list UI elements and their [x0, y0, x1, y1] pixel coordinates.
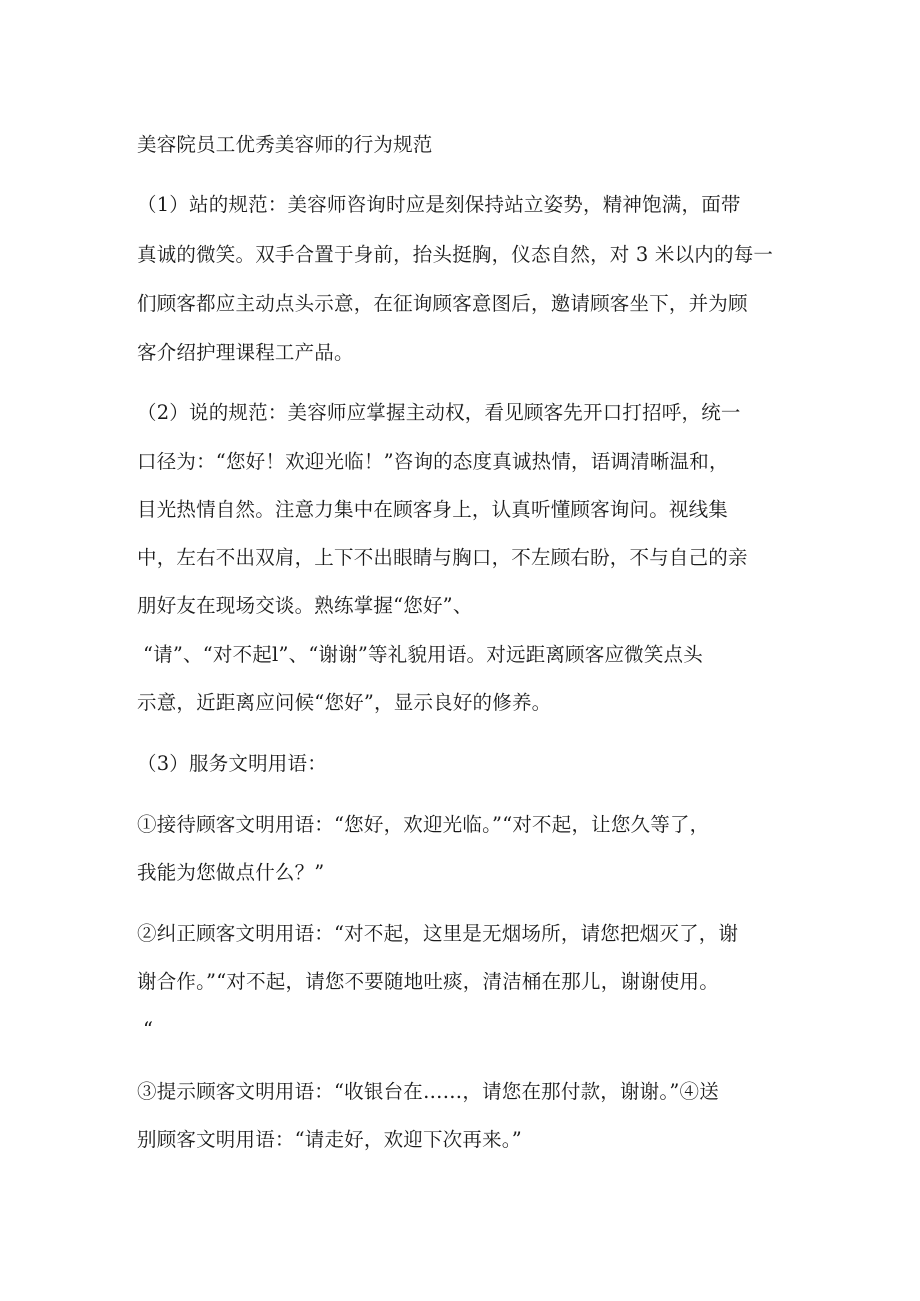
paragraph-line: 别顾客文明用语：“请走好，欢迎下次再来。”	[137, 1128, 522, 1151]
paragraph-line: 中，左右不出双肩，上下不出眼睛与胸口，不左顾右盼，不与自己的亲	[137, 546, 748, 569]
paragraph-line: 客介绍护理课程工产品。	[137, 341, 354, 364]
paragraph-line: 谢合作。”“对不起，请您不要随地吐痰，清洁桶在那儿，谢谢使用。	[137, 970, 719, 993]
paragraph-line: 目光热情自然。注意力集中在顾客身上，认真听懂顾客询问。视线集	[137, 498, 729, 521]
paragraph-line: ②纠正顾客文明用语：“对不起，这里是无烟场所，请您把烟灭了，谢	[137, 922, 739, 945]
paragraph-line: ①接待顾客文明用语：“您好，欢迎光临。”“对不起，让您久等了，	[137, 813, 710, 836]
paragraph-line: “	[143, 1018, 154, 1041]
paragraph-line: 真诚的微笑。双手合置于身前，抬头挺胸，仪态自然，对 3 米以内的每一	[137, 243, 774, 266]
paragraph-line: ③提示顾客文明用语：“收银台在……，请您在那付款，谢谢。”④送	[137, 1080, 719, 1103]
paragraph-line: 我能为您做点什么？”	[137, 861, 325, 884]
paragraph-line: “请”、“对不起l”、“谢谢”等礼貌用语。对远距离顾客应微笑点头	[143, 643, 703, 666]
paragraph-line: 朋好友在现场交谈。熟练掌握“您好”、	[137, 594, 473, 617]
paragraph-line: 们顾客都应主动点头示意，在征询顾客意图后，邀请顾客坐下，并为顾	[137, 292, 748, 315]
paragraph-line: 口径为：“您好！欢迎光临！”咨询的态度真诚热情，语调清晰温和，	[137, 450, 729, 473]
document-title: 美容院员工优秀美容师的行为规范	[137, 133, 433, 156]
paragraph-line: （2）说的规范：美容师应掌握主动权，看见顾客先开口打招呼，统一	[137, 401, 741, 424]
paragraph-line: （1）站的规范：美容师咨询时应是刻保持站立姿势，精神饱满，面带	[137, 193, 741, 216]
section-heading: （3）服务文明用语：	[137, 752, 327, 775]
paragraph-line: 示意，近距离应问候“您好”，显示良好的修养。	[137, 691, 552, 714]
